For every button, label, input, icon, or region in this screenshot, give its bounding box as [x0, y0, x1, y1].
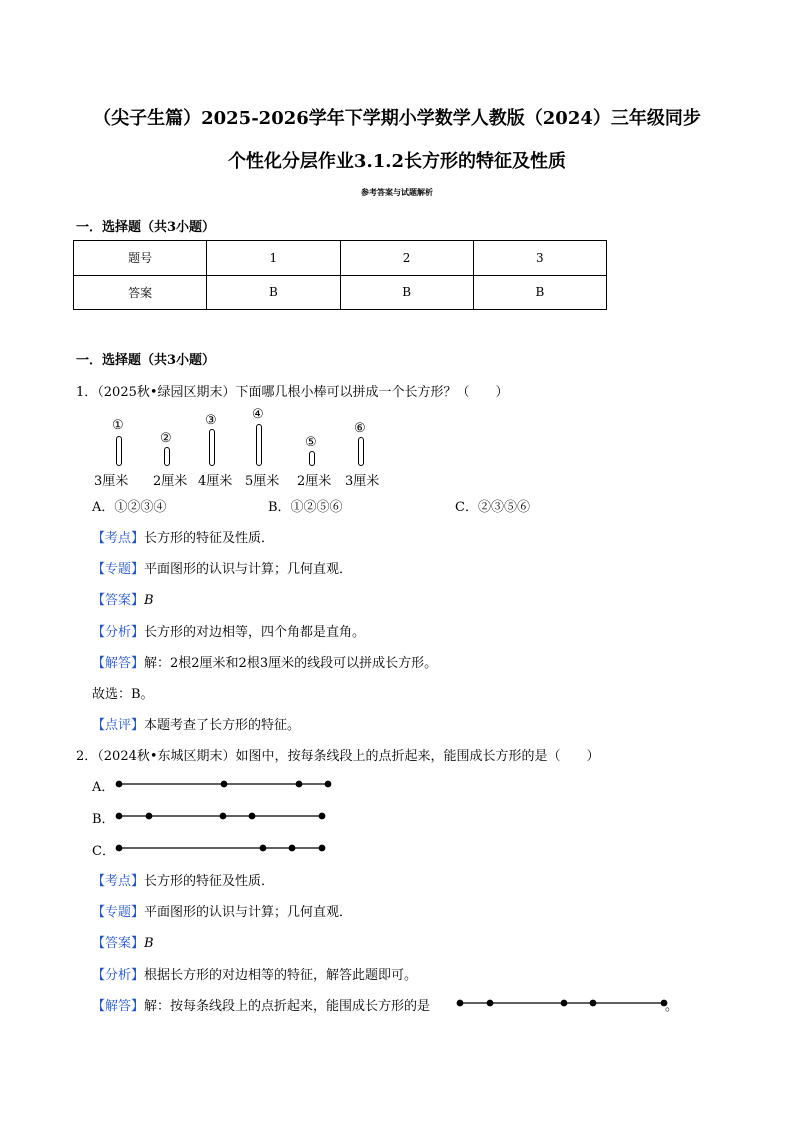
table-cell-header: 题号	[74, 241, 207, 276]
stick-length: 4厘米	[198, 474, 233, 489]
segment-b	[116, 813, 325, 819]
stick-label: ⑥	[354, 421, 366, 436]
tag-label: 【答案】	[92, 593, 145, 608]
q1-option-b: B．①②⑤⑥	[268, 500, 343, 515]
stick-length: 2厘米	[153, 474, 188, 489]
q1-stem: 1．（2025秋•绿园区期末）下面哪几根小棒可以拼成一个长方形？（ ）	[76, 385, 509, 400]
stick-label: ⑤	[305, 435, 317, 450]
tag-text: 根据长方形的对边相等的特征，解答此题即可。	[144, 968, 418, 983]
tag-label: 【考点】	[92, 531, 145, 546]
point	[146, 813, 152, 819]
tag-label: 【点评】	[92, 718, 145, 733]
tag-label: 【解答】	[92, 999, 145, 1014]
tag-text: 长方形的特征及性质．	[144, 531, 275, 546]
point	[296, 781, 302, 787]
q2-option-a-label: A．	[92, 780, 115, 795]
point	[487, 1000, 493, 1006]
tag-text: 长方形的对边相等，四个角都是直角。	[144, 625, 366, 640]
q2-option-b-label: B．	[92, 812, 115, 827]
table-cell-header: 答案	[74, 275, 207, 310]
stick-label: ④	[252, 407, 264, 422]
point	[260, 845, 266, 851]
point	[249, 813, 255, 819]
q2-fenxi	[92, 964, 417, 983]
answer-section-heading: 一．选择题（共3小题）	[76, 220, 216, 235]
q2-kaodian	[92, 870, 274, 889]
table-cell: B	[473, 275, 606, 310]
point	[319, 845, 325, 851]
q2-option-c-label: C．	[92, 844, 115, 859]
q2-daan	[92, 932, 154, 951]
point	[319, 813, 325, 819]
point	[289, 845, 295, 851]
tag-text: B	[144, 936, 154, 951]
table-cell: B	[340, 275, 473, 310]
q1-option-a: A．①②③④	[92, 500, 167, 515]
tag-text: 平面图形的认识与计算；几何直观．	[144, 905, 353, 920]
answer-segment	[457, 1000, 667, 1006]
table-cell: B	[207, 275, 340, 310]
point	[116, 845, 122, 851]
stick-length: 5厘米	[245, 474, 280, 489]
point	[561, 1000, 567, 1006]
tag-label: 【答案】	[92, 936, 145, 951]
point	[220, 813, 226, 819]
stick-length: 3厘米	[345, 474, 380, 489]
tag-text: 解：按每条线段上的点折起来，能围成长方形的是	[144, 999, 431, 1014]
tag-text: B	[144, 593, 154, 608]
q2-stem: 2．（2024秋•东城区期末）如图中，按每条线段上的点折起来，能围成长方形的是（ ）	[76, 749, 600, 764]
q2-jieda	[92, 995, 430, 1014]
stick-label: ③	[205, 413, 217, 428]
point	[116, 813, 122, 819]
stick-length: 2厘米	[297, 474, 332, 489]
stick-label: ②	[160, 431, 172, 446]
tag-label: 【专题】	[92, 562, 145, 577]
stick-length: 3厘米	[94, 474, 129, 489]
q1-guxuan: 故选：B。	[92, 687, 154, 702]
q2-jieda-end: 。	[665, 999, 679, 1014]
point	[116, 781, 122, 787]
detail-section-heading: 一．选择题（共3小题）	[76, 353, 216, 368]
tag-text: 长方形的特征及性质．	[144, 874, 275, 889]
q2-zhuanti	[92, 901, 352, 920]
point	[457, 1000, 463, 1006]
point	[590, 1000, 596, 1006]
point	[221, 781, 227, 787]
tag-label: 【考点】	[92, 874, 145, 889]
doc-title-line1: （尖子生篇）2025-2026学年下学期小学数学人教版（2024）三年级同步	[93, 108, 701, 129]
tag-label: 【专题】	[92, 905, 145, 920]
tag-label: 【解答】	[92, 656, 145, 671]
tag-text: 本题考查了长方形的特征。	[144, 718, 301, 733]
doc-subtitle: 参考答案与试题解析	[361, 187, 433, 197]
tag-text: 解：2根2厘米和2根3厘米的线段可以拼成长方形。	[144, 656, 438, 671]
table-cell: 2	[340, 241, 473, 276]
doc-title-line2: 个性化分层作业3.1.2长方形的特征及性质	[227, 151, 567, 172]
q1-option-c: C．②③⑤⑥	[455, 500, 530, 515]
point	[325, 781, 331, 787]
table-cell: 1	[207, 241, 340, 276]
tag-label: 【分析】	[92, 968, 145, 983]
tag-label: 【分析】	[92, 625, 145, 640]
table-cell: 3	[473, 241, 606, 276]
tag-text: 平面图形的认识与计算；几何直观．	[144, 562, 353, 577]
segment-c	[116, 845, 325, 851]
stick-label: ①	[112, 418, 124, 433]
segment-a	[116, 781, 331, 787]
